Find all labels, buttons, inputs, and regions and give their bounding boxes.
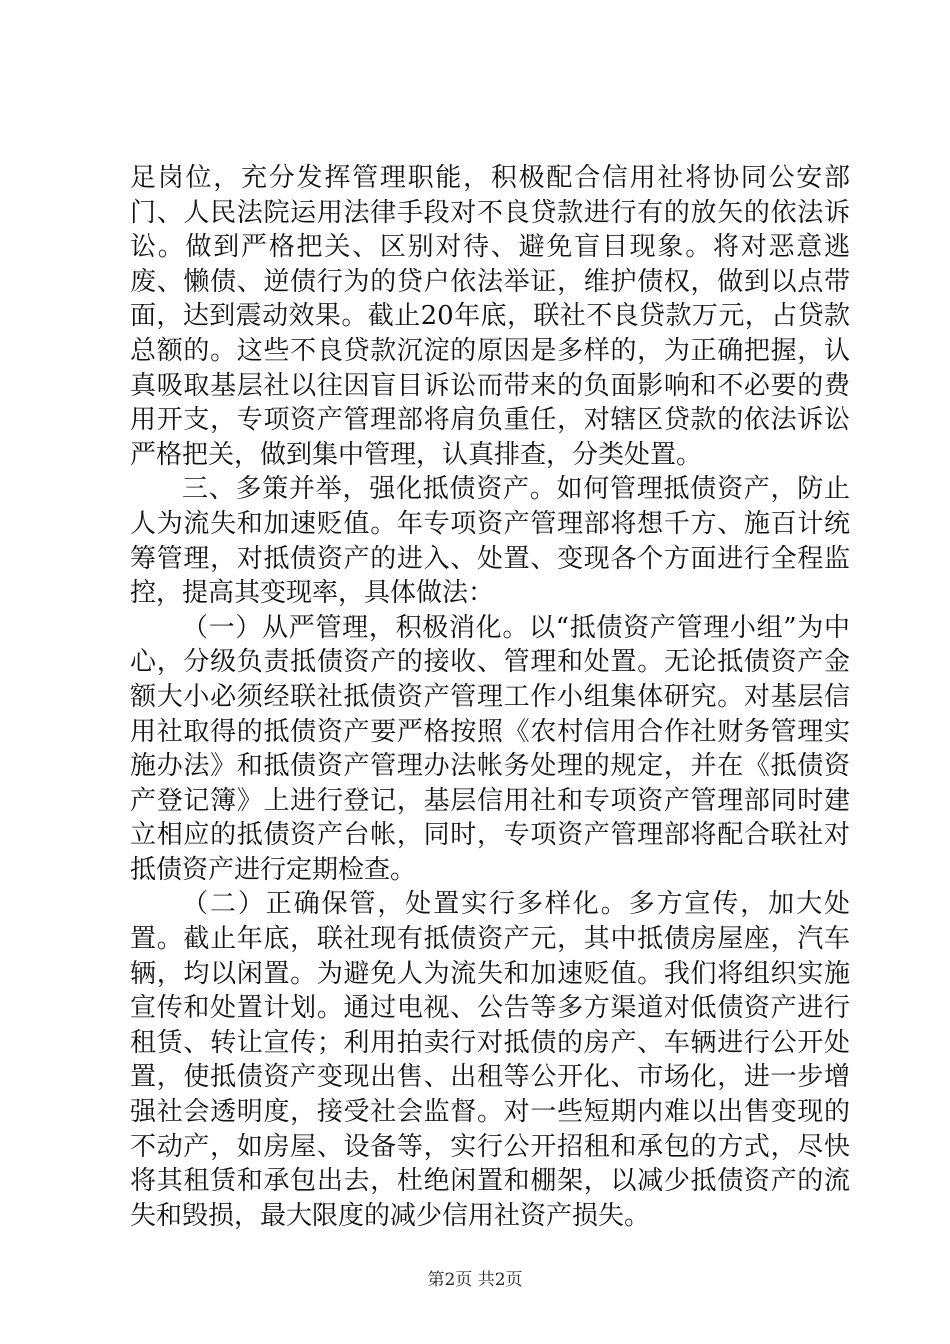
paragraph-1: 足岗位，充分发挥管理职能，积极配合信用社将协同公安部门、人民法院运用法律手段对不良贷款进行有的放矢的依法诉讼。做到严格把关、区别对待、避免盲目现象。将对恶意逃废、懒债、逆债行为的贷户依法举证，维护债权，做到以点带面，达到震动效果。截止20年底，联社不良贷款万元，占贷款总额的。这些不良贷款沉淀的原因是多样的，为正确把握，认真吸取基层社以往因盲目诉讼而带来的负面影响和不必要的费用开支，专项资产管理部将肩负重任，对辖区贷款的依法诉讼严格把关，做到集中管理，认真排查，分类处置。 [130, 163, 850, 470]
paragraph-4: （二）正确保管，处置实行多样化。多方宣传，加大处置。截止年底，联社现有抵债资产元，其中抵债房屋座，汽车辆，均以闲置。为避免人为流失和加速贬值。我们将组织实施宣传和处置计划。通过电视、公告等多方渠道对低债资产进行租赁、转让宣传；利用拍卖行对抵债的房产、车辆进行公开处置，使抵债资产变现出售、出租等公开化、市场化，进一步增强社会透明度，接受社会监督。对一些短期内难以出售变现的不动产，如房屋、设备等，实行公开招租和承包的方式，尽快将其租赁和承包出去，杜绝闲置和棚架，以减少抵债资产的流失和毁损，最大限度的减少信用社资产损失。 [130, 889, 850, 1231]
page-number-footer: 第2页 共2页 [427, 1270, 523, 1290]
document-body [130, 161, 850, 1233]
paragraph-2: 三、多策并举，强化抵债资产。如何管理抵债资产，防止人为流失和加速贬值。年专项资产管理部将想千方、施百计统筹管理，对抵债资产的进入、处置、变现各个方面进行全程监控，提高其变现率，具体做法： [130, 474, 850, 609]
paragraph-3: （一）从严管理，积极消化。以“抵债资产管理小组”为中心，分级负责抵债资产的接收、管理和处置。无论抵债资产金额大小必须经联社抵债资产管理工作小组集体研究。对基层信用社取得的抵债资产要严格按照《农村信用合作社财务管理实施办法》和抵债资产管理办法帐务处理的规定，并在《抵债资产登记簿》上进行登记，基层信用社和专项资产管理部同时建立相应的抵债资产台帐，同时，专项资产管理部将配合联社对抵债资产进行定期检查。 [130, 612, 850, 885]
